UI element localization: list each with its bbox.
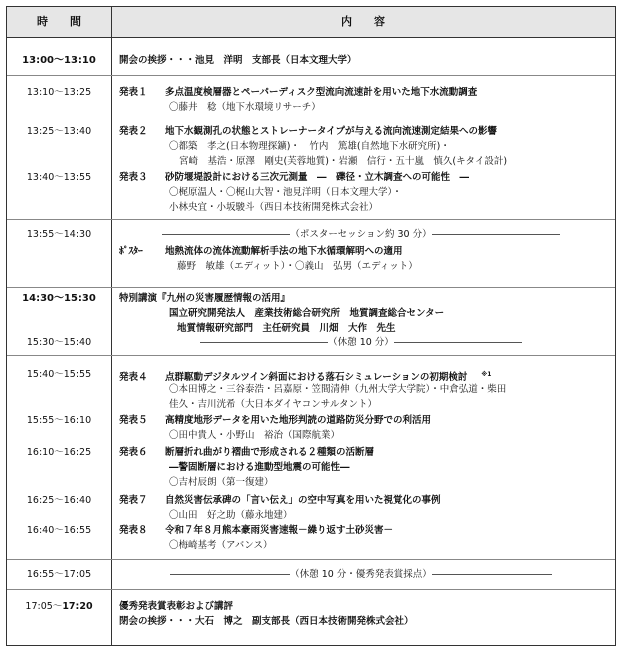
- presentation-title: 多点温度検層器とペーパーディスク型流向流速計を用いた地下水流動調査: [165, 87, 478, 98]
- presentation-tag: 発表１: [119, 87, 148, 98]
- row-divider: [7, 589, 615, 590]
- presentation-tag: 発表６: [119, 447, 148, 458]
- presentation-title: 地下水観測孔の状態とストレーナータイプが与える流向流速測定結果への影響: [165, 126, 498, 137]
- time-cell: 13:00～13:10: [22, 55, 96, 66]
- special-lecture-title: 特別講演『九州の災害履歴情報の活用』: [119, 293, 291, 304]
- schedule-table: [6, 6, 616, 646]
- row-divider: [7, 287, 615, 288]
- time-cell: 13:25～13:40: [26, 126, 92, 137]
- presenters: 〇梶原温人・〇梶山大智・池見洋明（日本文理大学）・: [169, 187, 402, 198]
- time-start: 17:05～: [25, 601, 63, 612]
- time-cell: 15:40～15:55: [26, 369, 92, 380]
- closing-remarks: 閉会の挨拶・・・大石 博之 副支部長（西日本技術開発株式会社）: [119, 616, 414, 627]
- time-cell: 13:55～14:30: [26, 229, 92, 240]
- presenters: 〇本田博之・三谷泰浩・呂嘉原・笠間清伸（九州大学大学院）・中倉弘道・柴田: [169, 384, 507, 395]
- separator-label: （休憩 10 分・優秀発表賞採点）: [290, 569, 432, 580]
- time-cell: 16:55～17:05: [26, 569, 92, 580]
- time-cell: 15:30～15:40: [26, 337, 92, 348]
- time-cell: 13:40～13:55: [26, 172, 92, 183]
- poster-presenters: 藤野 敏雄（エディット）・〇義山 弘男（エディット）: [177, 261, 418, 272]
- content-column-header: 内 容: [341, 15, 385, 28]
- presenters-cont: 小林央宜・小坂駿斗（西日本技術開発株式会社）: [169, 202, 379, 213]
- presentation-title: 自然災害伝承碑の「言い伝え」の空中写真を用いた視覚化の事例: [165, 495, 441, 506]
- separator-label: （ポスターセッション約 30 分）: [290, 229, 432, 240]
- presentation-title: 点群駆動デジタルツイン斜面における落石シミュレーションの初期検討: [165, 372, 468, 382]
- presenters: 〇都築 孝之(日本物理探鑛)・ 竹内 篤雄(自然地下水研究所)・: [169, 141, 450, 152]
- time-column-header: 時 間: [37, 15, 81, 28]
- presentation-tag: 発表８: [119, 525, 148, 536]
- presentation-title: 令和７年８月熊本豪雨災害速報－繰り返す土砂災害－: [165, 525, 394, 536]
- time-cell: [7, 599, 111, 614]
- row-divider: [7, 219, 615, 220]
- opening-remarks: 開会の挨拶・・・池見 洋明 支部長（日本文理大学）: [119, 55, 357, 66]
- presenters: 〇田中貴人・小野山 裕治（国際航業）: [169, 430, 341, 441]
- lecturer-affiliation: 国立研究開発法人 産業技術総合研究所 地質調査総合センター: [169, 308, 445, 319]
- presentation-subtitle: ―警固断層における進動型地震の可能性―: [169, 462, 350, 473]
- time-cell: 15:55～16:10: [26, 415, 92, 426]
- row-divider: [7, 559, 615, 560]
- presentation-tag: 発表３: [119, 172, 148, 183]
- table-header: [7, 7, 615, 38]
- presenters: 〇梅崎基考（アバンス）: [169, 540, 273, 551]
- poster-session-separator: [119, 227, 603, 242]
- break-separator: [119, 567, 603, 582]
- poster-tag: ﾎﾟｽﾀｰ: [119, 246, 143, 257]
- row-divider: [7, 75, 615, 76]
- time-cell: 16:40～16:55: [26, 525, 92, 536]
- presenters-cont: 佳久・吉川洸希（大日本ダイヤコンサルタント）: [169, 399, 377, 410]
- lecturer-name: 地質情報研究部門 主任研究員 川畑 大作 先生: [177, 323, 396, 334]
- time-end: 17:20: [62, 601, 93, 612]
- column-divider: [111, 7, 112, 645]
- presentation-tag: 発表５: [119, 415, 148, 426]
- row-divider: [7, 355, 615, 356]
- presentation-tag: 発表７: [119, 495, 148, 506]
- poster-title: 地熱流体の流体流動解析手法の地下水循環解明への適用: [165, 246, 403, 257]
- award-ceremony: 優秀発表賞表彰および講評: [119, 601, 234, 612]
- presentation-tag: 発表２: [119, 126, 148, 137]
- presenters: 〇藤井 稔（地下水環境リサーチ）: [169, 102, 321, 113]
- time-cell: 16:10～16:25: [26, 447, 92, 458]
- presenters: 〇山田 好之助（藤永地建）: [169, 510, 293, 521]
- presentation-title: 高精度地形データを用いた地形判読の道路防災分野での利活用: [165, 415, 432, 426]
- presenters: 〇吉村辰朗（第一復建）: [169, 477, 274, 488]
- break-separator: [119, 335, 603, 350]
- presenters-cont: 宮崎 基浩・原澤 剛史(芙蓉地質)・岩瀬 信行・五十嵐 慎久(キタイ設計): [179, 156, 508, 167]
- separator-label: （休憩 10 分）: [328, 337, 394, 348]
- presentation-tag: 発表４: [119, 372, 148, 382]
- time-cell: 16:25～16:40: [26, 495, 92, 506]
- presentation-title: 砂防堰堤設計における三次元測量 ― 礫径・立木調査への可能性 ―: [165, 172, 470, 183]
- time-cell: 13:10～13:25: [26, 87, 92, 98]
- time-cell: 14:30～15:30: [22, 293, 96, 304]
- presentation-title: 断層折れ曲がり褶曲で形成される２種類の活断層: [165, 447, 375, 458]
- footnote-mark: ※1: [481, 371, 492, 378]
